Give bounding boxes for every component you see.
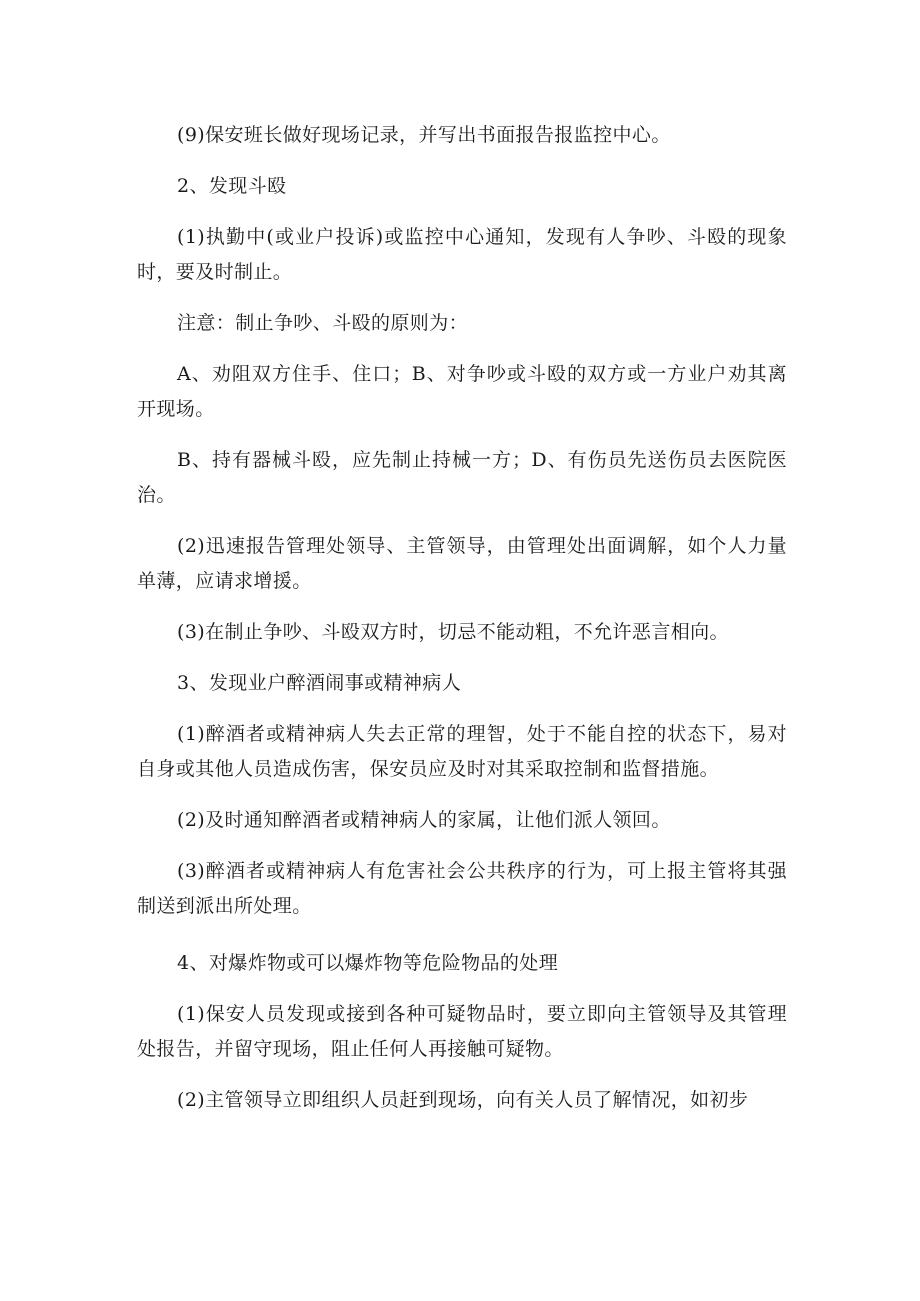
- paragraph-fight-2: (2)迅速报告管理处领导、主管领导，由管理处出面调解，如个人力量单薄，应请求增援。: [137, 535, 787, 592]
- document-body: [137, 118, 787, 1134]
- paragraph-fight-3: (3)在制止争吵、斗殴双方时，切忌不能动粗，不允许恶言相向。: [177, 621, 729, 643]
- paragraph-explosives-2: (2)主管领导立即组织人员赶到现场，向有关人员了解情况，如初步: [177, 1089, 749, 1111]
- paragraph-drunk-2: (2)及时通知醉酒者或精神病人的家属，让他们派人领回。: [177, 809, 671, 831]
- heading-fight: 2、发现斗殴: [177, 175, 287, 197]
- paragraph-fight-note: 注意：制止争吵、斗殴的原则为：: [177, 312, 469, 334]
- paragraph-fight-1: (1)执勤中(或业户投诉)或监控中心通知，发现有人争吵、斗殴的现象时，要及时制止。: [137, 226, 787, 283]
- paragraph-fight-principle-a: A、劝阻双方住手、住口；B、对争吵或斗殴的双方或一方业户劝其离开现场。: [137, 363, 787, 420]
- paragraph-fight-principle-b: B、持有器械斗殴，应先制止持械一方；D、有伤员先送伤员去医院医治。: [137, 449, 787, 506]
- paragraph-explosives-1: (1)保安人员发现或接到各种可疑物品时，要立即向主管领导及其管理处报告，并留守现场，阻止任何人再接触可疑物。: [137, 1003, 787, 1060]
- paragraph-section-9-record: (9)保安班长做好现场记录，并写出书面报告报监控中心。: [177, 124, 671, 146]
- paragraph-drunk-1: (1)醉酒者或精神病人失去正常的理智，处于不能自控的状态下，易对自身或其他人员造成伤害，保安员应及时对其采取控制和监督措施。: [137, 723, 787, 780]
- heading-drunk: 3、发现业户醉酒闹事或精神病人: [177, 672, 462, 694]
- heading-explosives: 4、对爆炸物或可以爆炸物等危险物品的处理: [177, 952, 559, 974]
- paragraph-drunk-3: (3)醉酒者或精神病人有危害社会公共秩序的行为，可上报主管将其强制送到派出所处理。: [137, 860, 787, 917]
